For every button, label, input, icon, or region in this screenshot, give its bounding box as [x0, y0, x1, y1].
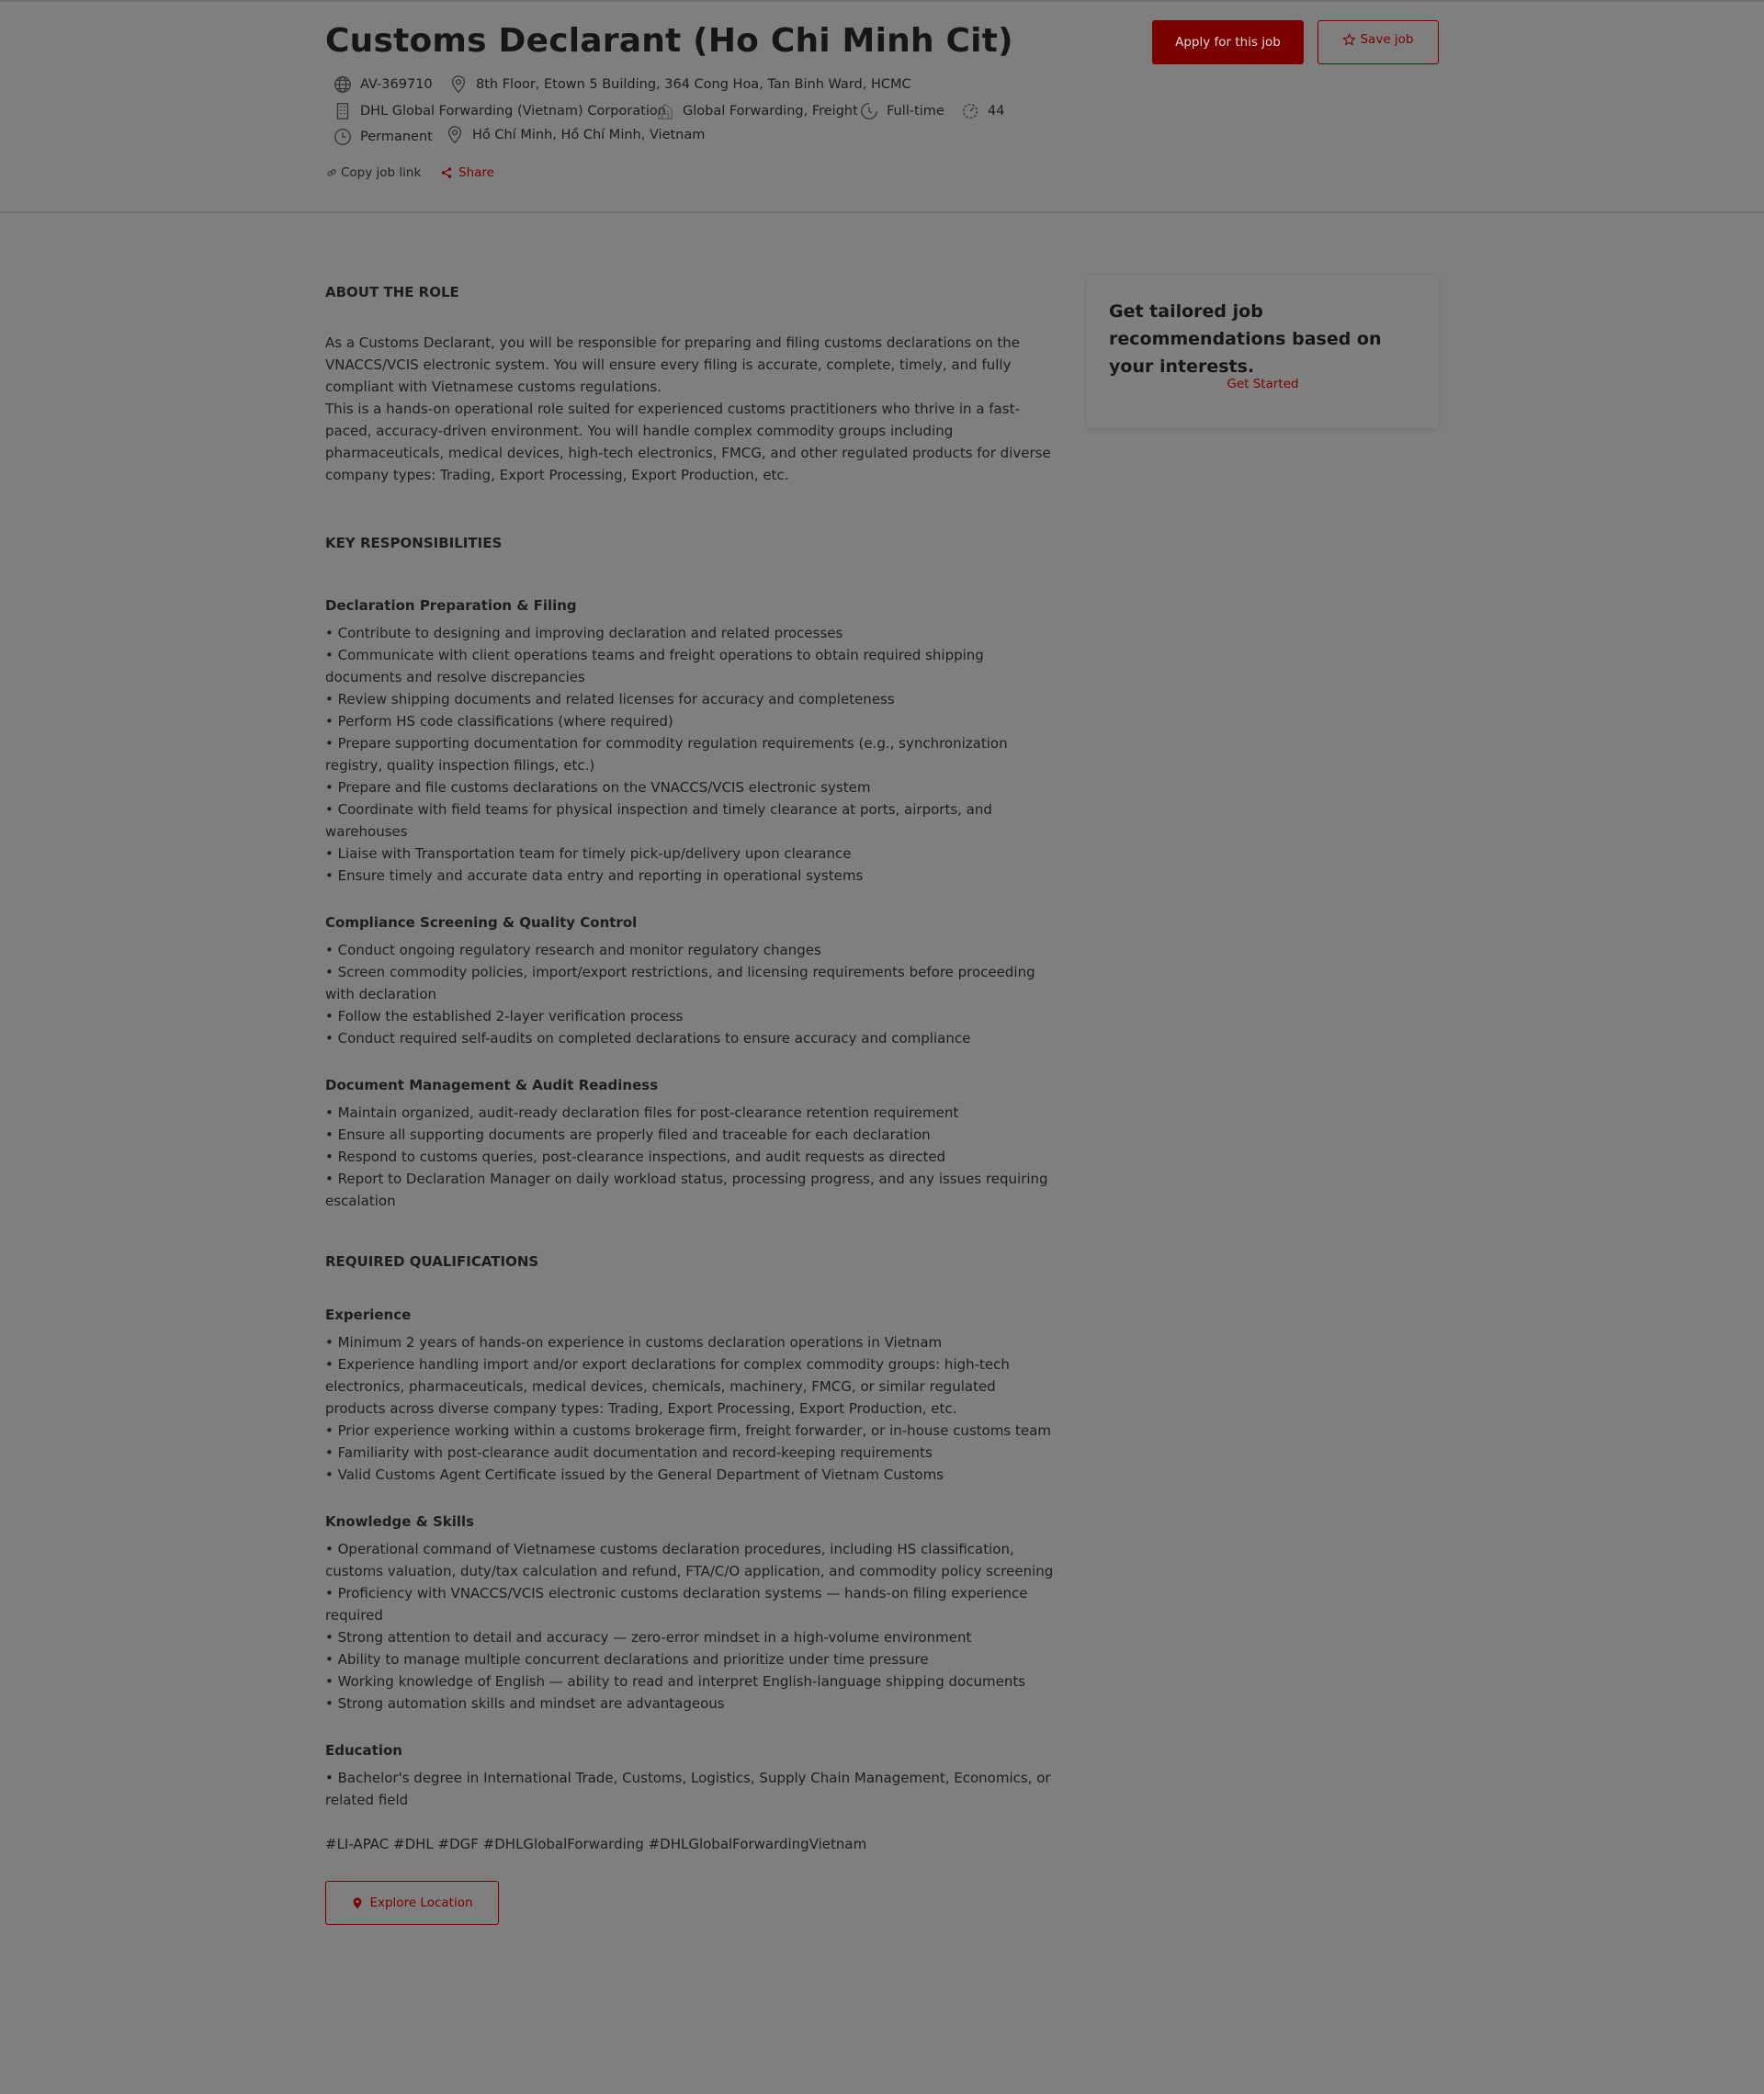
- list-item: • Contribute to designing and improving declaration and related processes: [325, 625, 843, 641]
- contract-meta: [333, 127, 433, 147]
- company-meta: [333, 101, 666, 121]
- job-header: [0, 0, 1764, 213]
- qualification-groups: [325, 1304, 1056, 1811]
- responsibilities-heading: KEY RESPONSIBILITIES: [325, 535, 503, 551]
- subsection-heading: Education: [325, 1742, 402, 1759]
- share-icon: [440, 166, 453, 179]
- location-meta: [445, 125, 705, 145]
- list-item: • Operational command of Vietnamese customs declaration procedures, including HS classification, customs valuation, duty/tax calculation and refund, FTA/C/O application, and commodity policy screening: [325, 1541, 1054, 1579]
- list-item: • Respond to customs queries, post-clearance inspections, and audit requests as directed: [325, 1149, 946, 1165]
- list-item: • Coordinate with field teams for physical inspection and timely clearance at ports, airports, and warehouses: [325, 801, 992, 840]
- list-item: • Report to Declaration Manager on daily workload status, processing progress, and any issues requiring escalation: [325, 1171, 1048, 1209]
- subsection-heading: Declaration Preparation & Filing: [325, 597, 577, 614]
- list-item: • Conduct ongoing regulatory research and monitor regulatory changes: [325, 942, 821, 958]
- schedule-meta: [859, 101, 944, 121]
- star-icon: [1342, 33, 1356, 47]
- contract-clock-icon: [333, 127, 353, 147]
- map-marker-icon: [351, 1896, 364, 1909]
- list-item: • Working knowledge of English — ability to read and interpret English-language shipping documents: [325, 1673, 1026, 1690]
- list-item: • Valid Customs Agent Certificate issued by the General Department of Vietnam Customs: [325, 1466, 944, 1483]
- count-meta: [960, 101, 1004, 121]
- job-address: 8th Floor, Etown 5 Building, 364 Cong Hoa, Tan Binh Ward, HCMC: [476, 77, 911, 92]
- about-paragraph-2: This is a hands-on operational role suited for experienced customs practitioners who thrive in a fast-paced, accuracy-driven environment. You will handle complex commodity groups including pharmaceuticals, medical devices, high-tech electronics, FMCG, and other regulated products for diverse company types: Trading, Export Processing, Export Production, etc.: [325, 401, 1051, 483]
- subsection-heading: Compliance Screening & Quality Control: [325, 914, 638, 931]
- list-item: • Prepare and file customs declarations on the VNACCS/VCIS electronic system: [325, 779, 871, 796]
- list-item: • Ability to manage multiple concurrent declarations and prioritize under time pressure: [325, 1651, 929, 1668]
- location-pin-icon: [445, 125, 465, 145]
- list-item: • Follow the established 2-layer verification process: [325, 1008, 684, 1024]
- address-meta: [448, 74, 911, 95]
- copy-job-link-label: Copy job link: [341, 165, 422, 180]
- list-item: • Prior experience working within a customs brokerage firm, freight forwarder, or in-house customs team: [325, 1422, 1051, 1439]
- list-item: • Minimum 2 years of hands-on experience in customs declaration operations in Vietnam: [325, 1334, 943, 1351]
- gauge-icon: [960, 101, 980, 121]
- list-item: • Bachelor's degree in International Trade, Customs, Logistics, Supply Chain Management, Economics, or related field: [325, 1770, 1051, 1808]
- list-item: • Liaise with Transportation team for timely pick-up/delivery upon clearance: [325, 845, 852, 862]
- job-location: Hồ Chí Minh, Hồ Chí Minh, Vietnam: [472, 128, 706, 142]
- list-item: • Prepare supporting documentation for commodity regulation requirements (e.g., synchronization registry, quality inspection filings, etc.): [325, 735, 1008, 774]
- list-item: • Review shipping documents and related licenses for accuracy and completeness: [325, 691, 895, 707]
- list-item: • Strong attention to detail and accuracy — zero-error mindset in a high-volume environment: [325, 1629, 972, 1646]
- hashtags: #LI-APAC #DHL #DGF #DHLGlobalForwarding #DHLGlobalForwardingVietnam: [325, 1836, 867, 1852]
- about-heading: ABOUT THE ROLE: [325, 284, 459, 300]
- share-link[interactable]: [440, 165, 494, 180]
- about-paragraph-1: As a Customs Declarant, you will be responsible for preparing and filing customs declarations on the VNACCS/VCIS electronic system. You will ensure every filing is accurate, complete, timely, and fully compliant with Vietnamese customs regulations.: [325, 334, 1020, 395]
- qualifications-heading: REQUIRED QUALIFICATIONS: [325, 1253, 539, 1270]
- schedule-type: Full-time: [887, 104, 944, 119]
- count-value: 44: [988, 104, 1005, 119]
- copy-job-link[interactable]: [325, 165, 421, 180]
- recommendation-card: [1087, 276, 1439, 428]
- save-job-button[interactable]: [1317, 20, 1439, 64]
- share-label: Share: [458, 165, 494, 180]
- job-id-meta: [333, 74, 433, 95]
- list-item: • Proficiency with VNACCS/VCIS electronic customs declaration systems — hands-on filing experience required: [325, 1585, 1028, 1624]
- link-icon: [325, 166, 338, 179]
- building-icon: [333, 101, 353, 121]
- get-started-link[interactable]: Get Started: [1227, 377, 1299, 391]
- list-item: • Ensure timely and accurate data entry and reporting in operational systems: [325, 867, 864, 884]
- list-item: • Experience handling import and/or export declarations for complex commodity groups: high-tech electronics, pharmaceuticals, medical devices, chemicals, machinery, FMCG, or similar regulated products across diverse company types: Trading, Export Processing, Export Production, etc.: [325, 1356, 1010, 1417]
- list-item: • Strong automation skills and mindset are advantageous: [325, 1695, 725, 1712]
- clock-icon: [859, 101, 879, 121]
- list-item: • Perform HS code classifications (where required): [325, 713, 673, 730]
- company-name: DHL Global Forwarding (Vietnam) Corporation: [360, 104, 666, 119]
- location-pin-icon: [448, 74, 469, 95]
- globe-icon: [333, 74, 353, 95]
- list-item: • Screen commodity policies, import/export restrictions, and licensing requirements before proceeding with declaration: [325, 964, 1035, 1002]
- office-icon: [655, 101, 675, 121]
- responsibility-groups: [325, 594, 1056, 1212]
- list-item: • Ensure all supporting documents are properly filed and traceable for each declaration: [325, 1126, 931, 1143]
- subsection-heading: Experience: [325, 1307, 412, 1323]
- business-unit: Global Forwarding, Freight: [683, 104, 858, 119]
- recommendation-heading: Get tailored job recommendations based on your interests.: [1109, 301, 1382, 377]
- job-description: [325, 281, 1056, 1855]
- list-item: • Familiarity with post-clearance audit documentation and record-keeping requirements: [325, 1444, 933, 1461]
- apply-button[interactable]: Apply for this job: [1152, 20, 1304, 64]
- explore-location-label: Explore Location: [369, 1896, 473, 1910]
- business-unit-meta: [655, 101, 858, 121]
- contract-type: Permanent: [360, 130, 433, 144]
- list-item: • Maintain organized, audit-ready declaration files for post-clearance retention requirement: [325, 1104, 959, 1121]
- list-item: • Communicate with client operations teams and freight operations to obtain required shipping documents and resolve discrepancies: [325, 647, 984, 685]
- explore-location-button[interactable]: [325, 1881, 499, 1925]
- job-title: Customs Declarant (Ho Chi Minh Cit): [325, 22, 1013, 60]
- job-id: AV-369710: [360, 77, 433, 92]
- list-item: • Conduct required self-audits on completed declarations to ensure accuracy and compliance: [325, 1030, 971, 1047]
- save-job-label: Save job: [1360, 32, 1414, 47]
- subsection-heading: Knowledge & Skills: [325, 1513, 475, 1530]
- subsection-heading: Document Management & Audit Readiness: [325, 1077, 659, 1093]
